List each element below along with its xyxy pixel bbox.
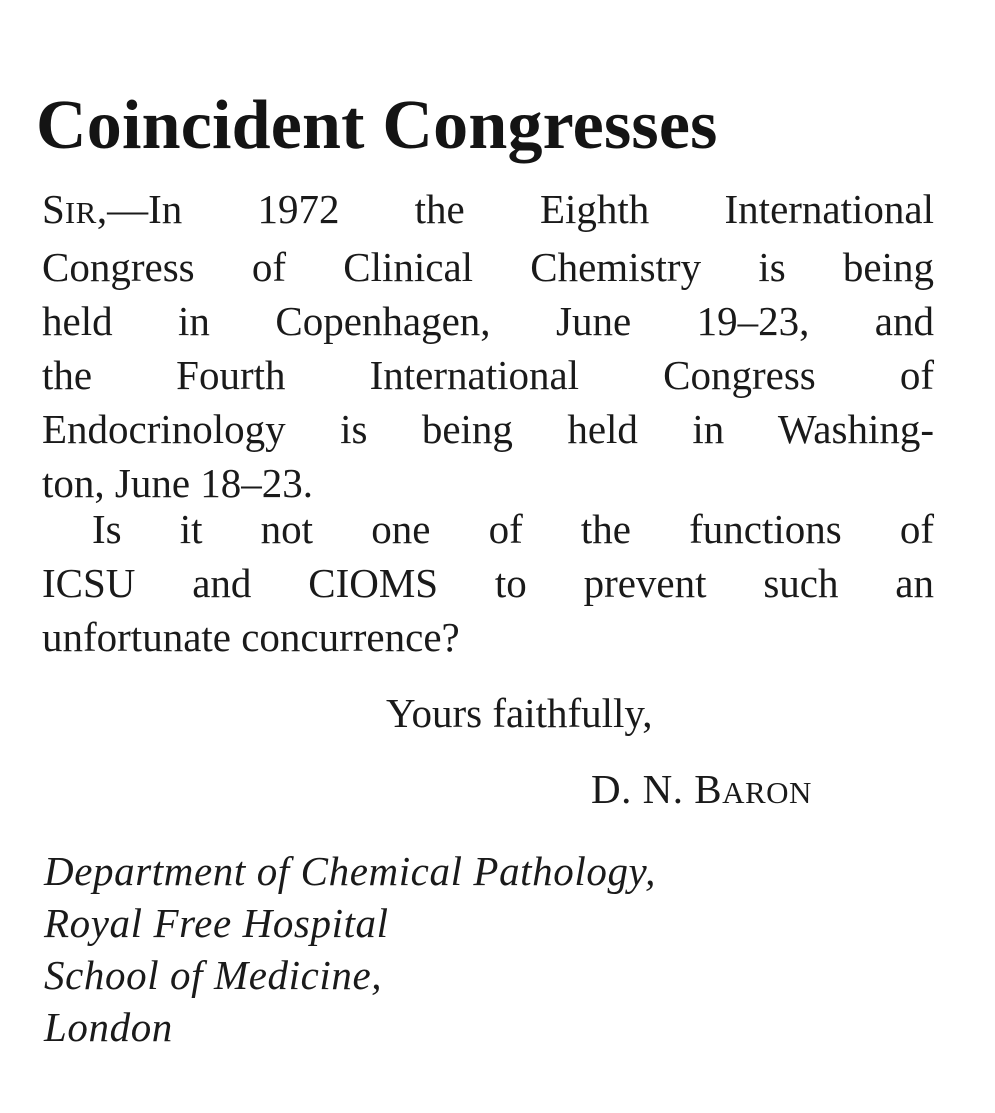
letter-title: Coincident Congresses <box>36 87 718 164</box>
paragraph-2-line-1: Is it not one of the functions of <box>92 506 934 552</box>
letter-paragraph-1 <box>42 182 934 510</box>
signature-initials: D. N. <box>591 766 684 812</box>
paragraph-2-line-2: ICSU and CIOMS to prevent such an <box>42 560 934 606</box>
paragraph-1-line-2: Congress of Clinical Chemistry is being <box>42 244 934 290</box>
paragraph-1-line-6: ton, June 18–23. <box>42 460 314 506</box>
salutation-punctuation: ,— <box>96 186 149 232</box>
paragraph-1-line-5: Endocrinology is being held in Washing- <box>42 406 934 452</box>
salutation-initial: S <box>42 186 65 232</box>
address-line-4: London <box>44 1004 173 1050</box>
paragraph-2-line-3: unfortunate concurrence? <box>42 614 460 660</box>
signature-surname-small-caps: ARON <box>722 775 812 810</box>
signature-surname-initial: B <box>694 766 723 812</box>
address-line-2: Royal Free Hospital <box>44 900 389 946</box>
letter-paragraph-2 <box>42 502 934 664</box>
address-line-1: Department of Chemical Pathology, <box>44 848 656 894</box>
salutation-small-caps: IR <box>64 195 97 230</box>
paragraph-1-line-1 <box>42 182 934 240</box>
address-line-3: School of Medicine, <box>44 952 383 998</box>
paragraph-1-line-3: held in Copenhagen, June 19–23, and <box>42 298 934 344</box>
paragraph-1-line-4: the Fourth International Congress of <box>42 352 934 398</box>
paragraph-1-line-1-text: In 1972 the Eighth International <box>148 186 934 232</box>
letter-signature <box>591 762 812 820</box>
author-address <box>44 845 656 1053</box>
letter-closing: Yours faithfully, <box>386 690 653 736</box>
